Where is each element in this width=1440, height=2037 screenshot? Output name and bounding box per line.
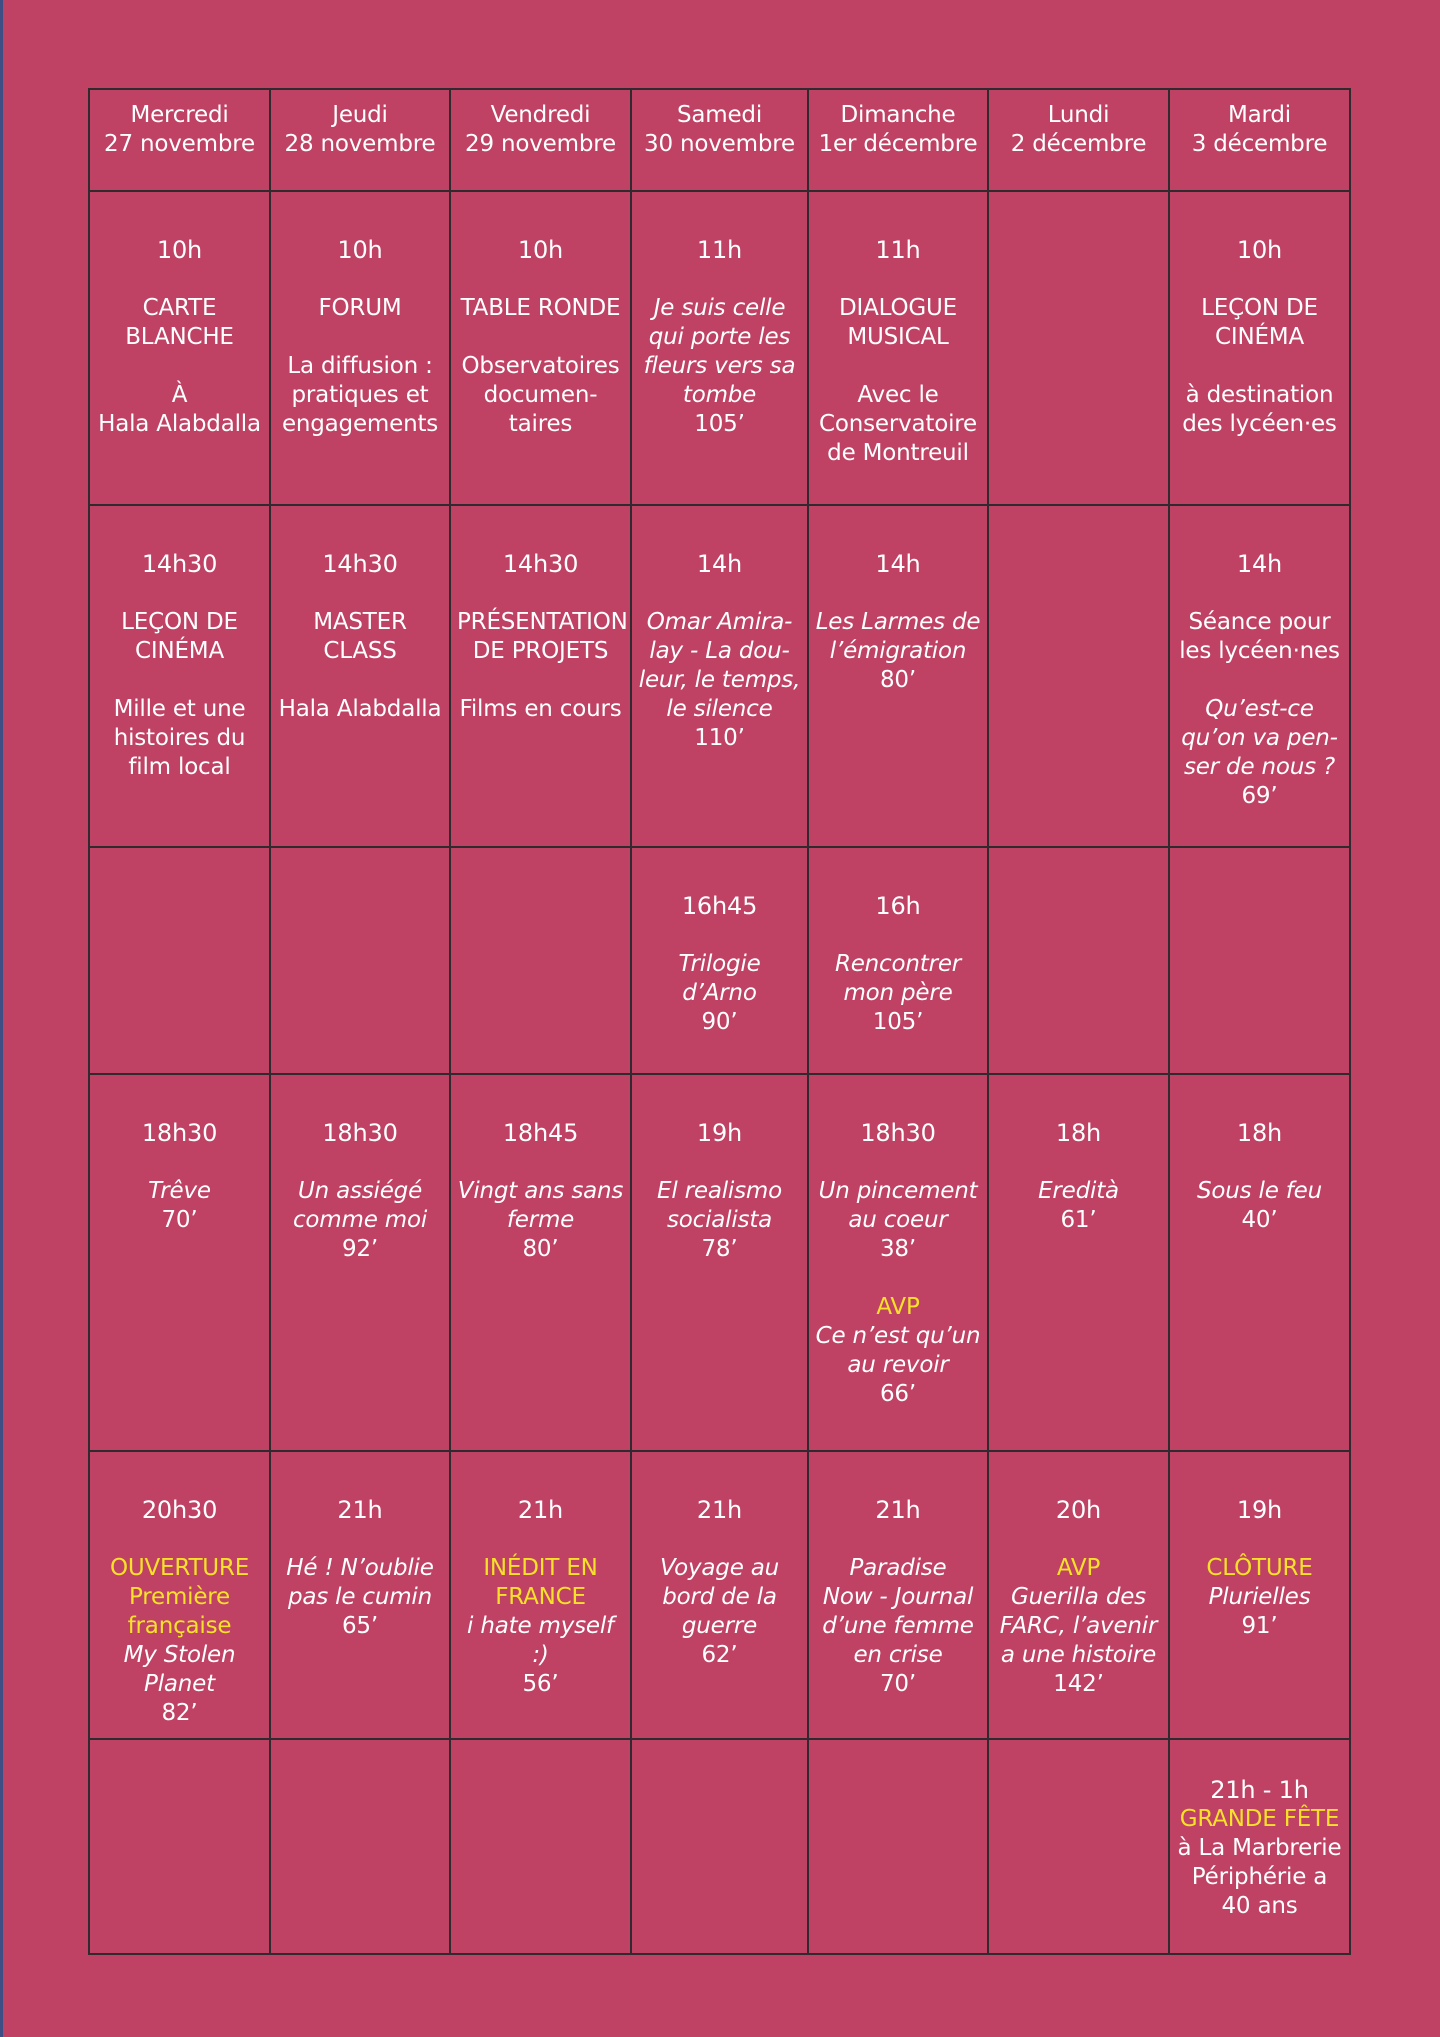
event-line: au coeur (848, 1207, 948, 1233)
event-cell (631, 505, 808, 847)
event-line: La diffusion : (287, 353, 433, 379)
event-time: 20h (1055, 1496, 1102, 1524)
event-line: 62’ (701, 1642, 738, 1668)
event-cell (631, 191, 808, 505)
day-header (808, 89, 988, 191)
event-line: Je suis celle (653, 295, 786, 321)
day-header (988, 89, 1169, 191)
day-header (450, 89, 631, 191)
line-spacer (457, 265, 624, 294)
event-time: 16h (875, 892, 921, 920)
event-time: 14h30 (141, 550, 218, 578)
event-line: LEÇON DE (121, 609, 238, 635)
line-spacer (457, 666, 624, 695)
event-line: Paradise (849, 1555, 947, 1581)
event-time: 19h (696, 1119, 743, 1147)
day-header (89, 89, 270, 191)
line-spacer (638, 265, 801, 294)
event-line: Les Larmes de (815, 609, 981, 635)
event-line: Eredità (1038, 1178, 1119, 1204)
event-time: 14h (1236, 550, 1283, 578)
event-cell (1169, 1074, 1350, 1451)
event-cell (450, 505, 631, 847)
event-line: 56’ (522, 1671, 559, 1697)
event-line: Observatoires (461, 353, 620, 379)
line-spacer (1176, 352, 1343, 381)
line-spacer (815, 1525, 981, 1554)
event-line: Séance pour (1188, 609, 1331, 635)
event-time: 11h (875, 236, 921, 264)
event-time: 18h30 (141, 1119, 218, 1147)
event-highlight: CLÔTURE (1206, 1555, 1313, 1581)
event-line: Un assiégé (297, 1178, 423, 1204)
line-spacer (815, 921, 981, 950)
event-line: Hé ! N’oublie (286, 1555, 434, 1581)
event-time: 10h (517, 236, 564, 264)
line-spacer (96, 352, 263, 381)
event-line: taires (508, 411, 573, 437)
event-cell (89, 1451, 270, 1739)
event-line: fleurs vers sa (643, 353, 796, 379)
event-line: FARC, l’avenir (999, 1613, 1158, 1639)
event-time: 21h (337, 1496, 383, 1524)
event-cell (631, 847, 808, 1074)
event-time: 14h (696, 550, 743, 578)
event-line: BLANCHE (125, 324, 234, 350)
event-line: Trilogie d’Arno (678, 951, 761, 1006)
event-line: DIALOGUE (839, 295, 957, 321)
day-name: Mercredi (130, 102, 229, 128)
line-spacer (995, 1148, 1162, 1177)
line-spacer (1176, 265, 1343, 294)
time-slot-row (89, 1074, 1350, 1451)
event-line: de Montreuil (827, 440, 969, 466)
empty-cell (631, 1739, 808, 1954)
event-line: 105’ (694, 411, 745, 437)
event-line: ferme (506, 1207, 575, 1233)
event-cell (450, 191, 631, 505)
event-time: 18h45 (502, 1119, 579, 1147)
event-time: 14h (875, 550, 921, 578)
event-cell (988, 1074, 1169, 1451)
time-slot-row (89, 1451, 1350, 1739)
event-cell (270, 1074, 450, 1451)
event-line: CLASS (323, 638, 397, 664)
event-highlight: GRANDE FÊTE (1179, 1806, 1340, 1832)
event-cell (1169, 191, 1350, 505)
empty-cell (988, 1739, 1169, 1954)
event-line: Planet (144, 1671, 215, 1697)
day-name: Mardi (1228, 102, 1291, 128)
event-line: Conservatoire (819, 411, 977, 437)
line-spacer (1176, 1525, 1343, 1554)
line-spacer (277, 265, 443, 294)
empty-cell (89, 847, 270, 1074)
event-line: 78’ (701, 1236, 738, 1262)
event-cell (450, 1451, 631, 1739)
event-line: MUSICAL (847, 324, 949, 350)
event-line: documen- (483, 382, 598, 408)
event-time: 19h (1236, 1496, 1283, 1524)
day-name: Jeudi (332, 102, 388, 128)
empty-cell (450, 847, 631, 1074)
line-spacer (277, 579, 443, 608)
empty-cell (988, 505, 1169, 847)
line-spacer (638, 1148, 801, 1177)
event-highlight: AVP (1056, 1555, 1101, 1581)
day-name: Lundi (1047, 102, 1110, 128)
event-cell (89, 191, 270, 505)
event-line: i hate myself :) (467, 1613, 614, 1668)
event-line: 69’ (1241, 783, 1278, 809)
time-slot-row (89, 847, 1350, 1074)
event-highlight: française (127, 1613, 232, 1639)
event-line: 40 ans (1221, 1893, 1298, 1919)
line-spacer (277, 1148, 443, 1177)
line-spacer (815, 265, 981, 294)
event-highlight: INÉDIT EN (483, 1555, 598, 1581)
event-line: film local (128, 754, 231, 780)
event-time: 18h (1055, 1119, 1102, 1147)
line-spacer (815, 352, 981, 381)
event-line: histoires du (113, 725, 246, 751)
event-line: les lycéen·nes (1179, 638, 1340, 664)
event-line: Sous le feu (1196, 1178, 1323, 1204)
event-line: 65’ (342, 1613, 378, 1639)
event-line: TABLE RONDE (460, 295, 621, 321)
event-cell (988, 1451, 1169, 1739)
line-spacer (815, 1148, 981, 1177)
event-time: 14h30 (322, 550, 398, 578)
event-cell (1169, 505, 1350, 847)
day-date: 27 novembre (104, 131, 255, 157)
line-spacer (96, 265, 263, 294)
event-line: Hala Alabdalla (278, 696, 442, 722)
event-line: 70’ (161, 1207, 198, 1233)
event-time: 21h (517, 1496, 564, 1524)
line-spacer (277, 323, 443, 352)
event-line: À (171, 382, 188, 408)
event-highlight: Première (128, 1584, 230, 1610)
event-line: d’une femme (822, 1613, 974, 1639)
empty-cell (89, 1739, 270, 1954)
event-time: 18h30 (860, 1119, 936, 1147)
event-line: ser de nous ? (1183, 754, 1336, 780)
event-line: en crise (853, 1642, 943, 1668)
event-time: 10h (156, 236, 203, 264)
day-name: Dimanche (840, 102, 956, 128)
event-line: guerre (681, 1613, 758, 1639)
event-line: CINÉMA (135, 638, 224, 664)
event-cell (270, 1451, 450, 1739)
event-line: Périphérie a (1191, 1864, 1328, 1890)
event-time: 18h30 (322, 1119, 398, 1147)
event-line: Plurielles (1208, 1584, 1311, 1610)
line-spacer (457, 323, 624, 352)
day-date: 28 novembre (284, 131, 436, 157)
event-line: Rencontrer (834, 951, 962, 977)
event-line: 38’ (880, 1236, 916, 1262)
event-highlight: AVP (876, 1294, 920, 1320)
line-spacer (96, 666, 263, 695)
event-line: 142’ (1053, 1671, 1104, 1697)
event-cell (1169, 1739, 1350, 1954)
event-cell (808, 1074, 988, 1451)
day-header (631, 89, 808, 191)
empty-cell (270, 847, 450, 1074)
event-time: 10h (1236, 236, 1283, 264)
event-line: CARTE (142, 295, 217, 321)
event-line: a une histoire (1000, 1642, 1157, 1668)
event-cell (631, 1451, 808, 1739)
event-time: 14h30 (502, 550, 579, 578)
event-line: El realismo (657, 1178, 782, 1204)
line-spacer (1176, 666, 1343, 695)
line-spacer (277, 1525, 443, 1554)
event-time: 16h45 (681, 892, 758, 920)
line-spacer (815, 579, 981, 608)
event-time: 21h - 1h (1210, 1776, 1309, 1804)
event-time: 20h30 (141, 1496, 218, 1524)
event-line: à destination (1185, 382, 1334, 408)
event-line: Films en cours (459, 696, 622, 722)
event-line: MASTER (313, 609, 407, 635)
day-header (270, 89, 450, 191)
event-cell (808, 1451, 988, 1739)
event-line: à La Marbrerie (1177, 1835, 1342, 1861)
line-spacer (1176, 1148, 1343, 1177)
event-line: Voyage au (659, 1555, 780, 1581)
day-name: Samedi (676, 102, 763, 128)
event-cell (89, 505, 270, 847)
event-line: 66’ (880, 1381, 916, 1407)
day-date: 30 novembre (644, 131, 795, 157)
event-time: 10h (337, 236, 383, 264)
empty-cell (808, 1739, 988, 1954)
line-spacer (96, 579, 263, 608)
event-cell (808, 191, 988, 505)
event-time: 18h (1236, 1119, 1283, 1147)
line-spacer (638, 921, 801, 950)
event-cell (450, 1074, 631, 1451)
event-line: 110’ (694, 725, 745, 751)
line-spacer (815, 1264, 981, 1293)
time-slot-row (89, 191, 1350, 505)
event-line: au revoir (847, 1352, 949, 1378)
event-highlight: FRANCE (495, 1584, 586, 1610)
event-line: DE PROJETS (472, 638, 609, 664)
event-line: Un pincement (818, 1178, 978, 1204)
event-line: 80’ (880, 667, 916, 693)
event-line: l’émigration (829, 638, 967, 664)
day-header (1169, 89, 1350, 191)
event-cell (808, 505, 988, 847)
event-line: bord de la (662, 1584, 777, 1610)
event-line: PRÉSENTATION (457, 609, 628, 635)
event-line: tombe (682, 382, 757, 408)
line-spacer (457, 1525, 624, 1554)
event-line: mon père (843, 980, 953, 1006)
event-line: leur, le temps, (638, 667, 801, 693)
day-date: 1er décembre (818, 131, 978, 157)
time-slot-row (89, 1739, 1350, 1954)
line-spacer (457, 1148, 624, 1177)
line-spacer (1176, 579, 1343, 608)
festival-schedule-table (88, 88, 1351, 1955)
event-cell (808, 847, 988, 1074)
line-spacer (96, 1525, 263, 1554)
time-slot-row (89, 505, 1350, 847)
line-spacer (638, 1525, 801, 1554)
event-line: Vingt ans sans (457, 1178, 624, 1204)
event-line: Avec le (857, 382, 939, 408)
event-line: My Stolen (123, 1642, 236, 1668)
line-spacer (995, 1525, 1162, 1554)
event-cell (631, 1074, 808, 1451)
event-line: pas le cumin (287, 1584, 433, 1610)
event-highlight: OUVERTURE (109, 1555, 250, 1581)
event-line: 91’ (1241, 1613, 1278, 1639)
line-spacer (638, 579, 801, 608)
event-line: Now - Journal (822, 1584, 974, 1610)
left-edge-stripe (0, 0, 3, 2037)
line-spacer (96, 1148, 263, 1177)
event-line: Ce n’est qu’un (815, 1323, 981, 1349)
event-time: 21h (875, 1496, 921, 1524)
event-line: FORUM (318, 295, 402, 321)
event-line: LEÇON DE (1201, 295, 1318, 321)
event-line: 105’ (872, 1009, 924, 1035)
event-time: 11h (696, 236, 743, 264)
event-line: Trêve (148, 1178, 211, 1204)
event-line: qui porte les (648, 324, 791, 350)
line-spacer (277, 666, 443, 695)
day-date: 29 novembre (465, 131, 616, 157)
schedule-body (89, 191, 1350, 1954)
event-line: engagements (281, 411, 439, 437)
event-line: pratiques et (291, 382, 429, 408)
day-header-row (89, 89, 1350, 191)
event-line: 40’ (1241, 1207, 1278, 1233)
event-cell (89, 1074, 270, 1451)
event-line: 82’ (161, 1700, 198, 1726)
event-line: Mille et une (113, 696, 246, 722)
event-line: Omar Amira- (646, 609, 793, 635)
event-line: 70’ (880, 1671, 916, 1697)
event-line: Guerilla des (1011, 1584, 1146, 1610)
event-line: socialista (666, 1207, 773, 1233)
event-cell (1169, 1451, 1350, 1739)
event-line: 61’ (1060, 1207, 1097, 1233)
event-line: 92’ (342, 1236, 378, 1262)
event-line: des lycéen·es (1182, 411, 1337, 437)
event-line: Qu’est-ce (1205, 696, 1314, 722)
event-cell (270, 505, 450, 847)
event-cell (270, 191, 450, 505)
event-line: le silence (666, 696, 773, 722)
event-line: qu’on va pen- (1181, 725, 1338, 751)
line-spacer (457, 579, 624, 608)
event-line: comme moi (292, 1207, 428, 1233)
event-time: 21h (696, 1496, 743, 1524)
day-name: Vendredi (490, 102, 591, 128)
empty-cell (988, 847, 1169, 1074)
event-line: 90’ (701, 1009, 738, 1035)
empty-cell (1169, 847, 1350, 1074)
empty-cell (270, 1739, 450, 1954)
empty-cell (450, 1739, 631, 1954)
event-line: CINÉMA (1215, 324, 1304, 350)
event-line: lay - La dou- (649, 638, 790, 664)
day-date: 3 décembre (1191, 131, 1328, 157)
event-line: 80’ (522, 1236, 559, 1262)
empty-cell (988, 191, 1169, 505)
day-date: 2 décembre (1010, 131, 1147, 157)
event-line: Hala Alabdalla (98, 411, 261, 437)
